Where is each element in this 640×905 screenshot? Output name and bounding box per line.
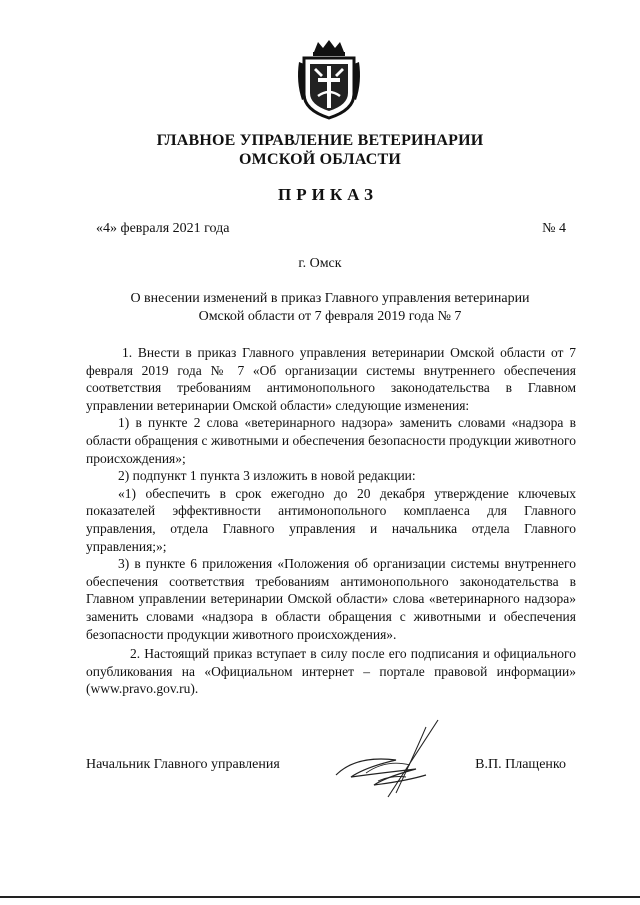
paragraph-1-item-2: 2) подпункт 1 пункта 3 изложить в новой редакции: [118,468,416,484]
document-city: г. Омск [298,256,342,271]
document-number: № 4 [542,221,566,236]
paragraph-1: 1. Внести в приказ Главного управления ветеринарии Омской области от 7 февраля 2019 года № 7 «Об организации системы внутреннего обеспечения соответствия требованиям антимонопольного законодательства в Главном управлении ветеринарии Омской области» следующие изменения: [86,345,576,413]
paragraph-1-item-2-text: «1) обеспечить в срок ежегодно до 20 декабря утверждение ключевых показателей эффективности антимонопольного комплаенса для Главного управления, отдела Главного управления и начальника отдела Главного управления;»; [86,485,576,554]
signer-position: Начальник Главного управления [86,757,280,772]
org-line-2: ОМСКОЙ ОБЛАСТИ [239,151,401,168]
coat-of-arms-icon [296,38,362,120]
paragraph-1-item-3: 3) в пункте 6 приложения «Положения об организации системы внутреннего обеспечения соответствия требованиям антимонопольного законодательства в Главном управлении ветеринарии Омской области» слова «ветеринарного надзора» заменить словами «надзора в области обращения с животными и обеспечения безопасности продукции животного происхождения». [86,556,576,642]
document-type: ПРИКАЗ [278,185,378,204]
paragraph-2: 2. Настоящий приказ вступает в силу после его подписания и официального опубликования на «Официальном интернет – портале правовой информации» (www.pravo.gov.ru). [86,646,576,697]
signature-icon [326,715,456,800]
org-line-1: ГЛАВНОЕ УПРАВЛЕНИЕ ВЕТЕРИНАРИИ [156,132,484,149]
scan-edge-divider [0,896,640,898]
document-date: «4» февраля 2021 года [96,221,230,236]
subject-line-1: О внесении изменений в приказ Главного управления ветеринарии [130,291,530,306]
subject-line-2: Омской области от 7 февраля 2019 года № 7 [198,309,462,324]
paragraph-1-item-1: 1) в пункте 2 слова «ветеринарного надзора» заменить словами «надзора в области обращения с животными и обеспечения безопасности продукции животного происхождения»; [86,415,576,466]
document-body [86,344,576,698]
document-subject [100,290,560,326]
signer-name: В.П. Плащенко [475,757,566,772]
organization-name [0,131,640,169]
